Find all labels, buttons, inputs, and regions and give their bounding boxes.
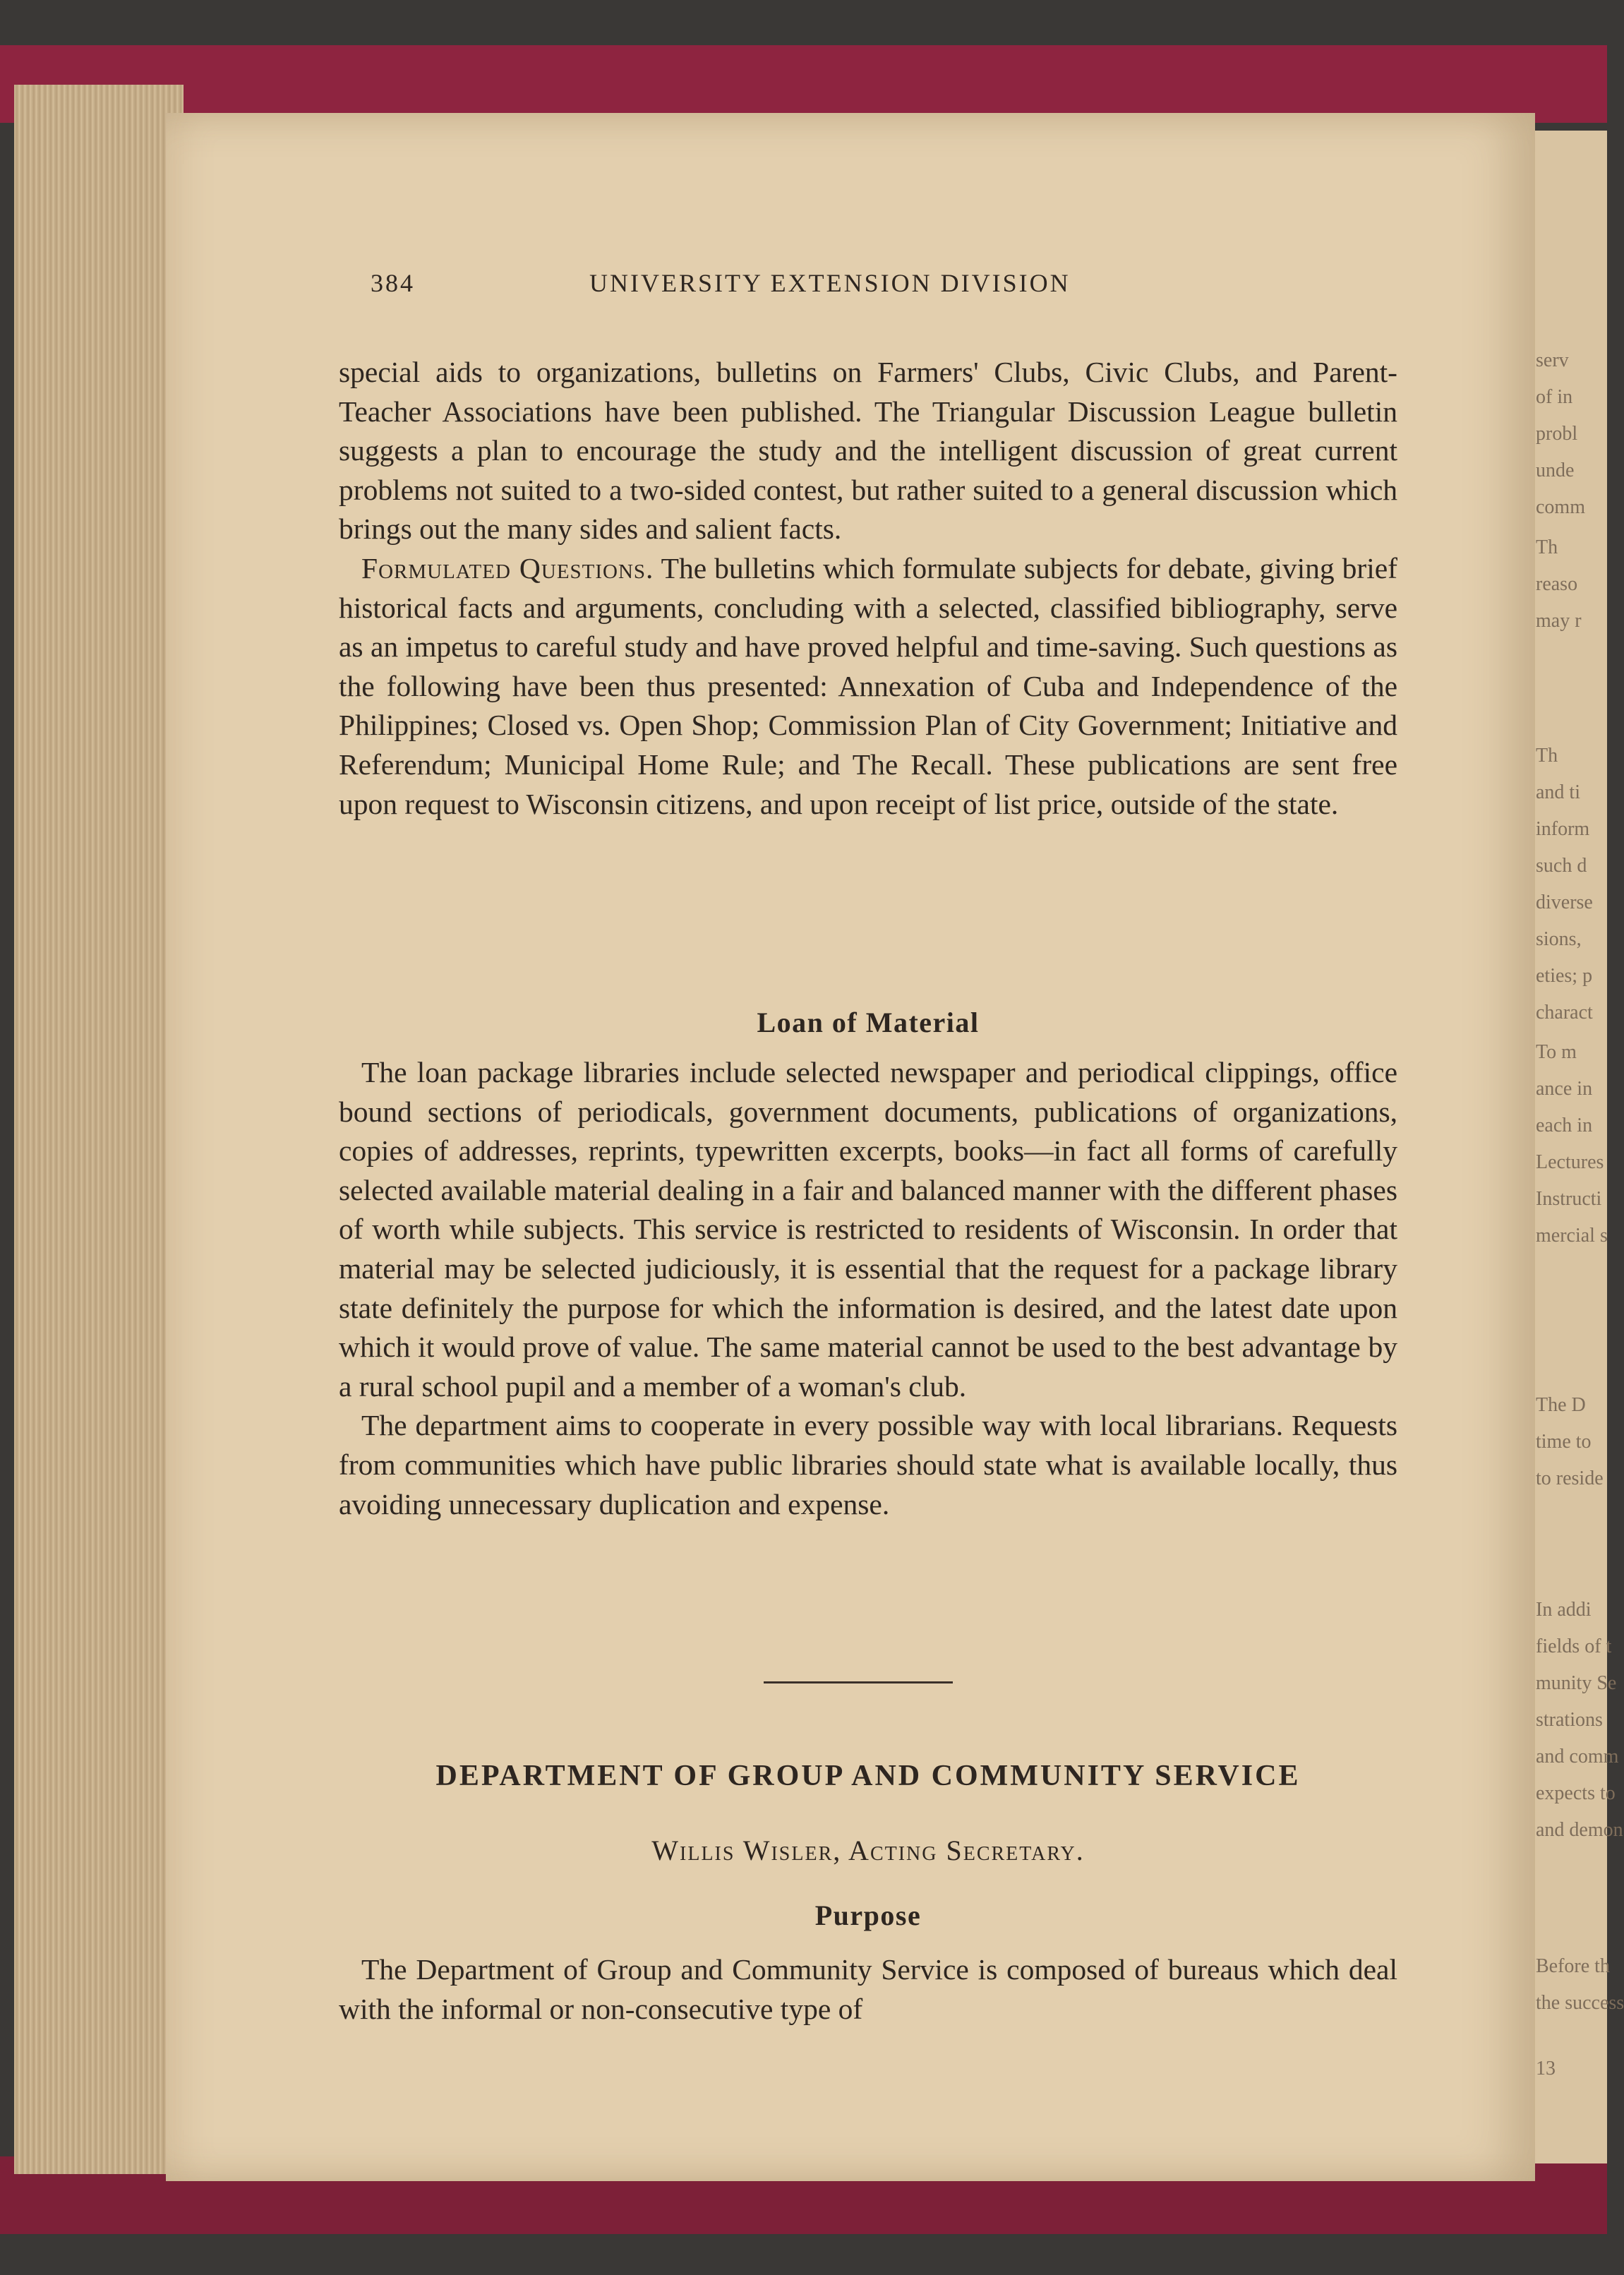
fragment-line: serv xyxy=(1536,349,1569,371)
fragment-line: Before th xyxy=(1536,1955,1610,1977)
fragment-line: to reside xyxy=(1536,1467,1604,1489)
fragment-line: and comm xyxy=(1536,1746,1619,1767)
run-in-heading: Formulated Questions. xyxy=(361,551,654,584)
paragraph: The Department of Group and Community Service is composed of bureaus which deal with the informal or non-consecutive type of xyxy=(339,1953,1397,2025)
fragment-line: strations xyxy=(1536,1709,1603,1731)
page-edges xyxy=(14,85,184,2174)
section-divider xyxy=(764,1681,953,1683)
running-header xyxy=(339,268,1397,304)
body-section-purpose xyxy=(339,1950,1397,2029)
fragment-line: each in xyxy=(1536,1115,1593,1136)
fragment-line: and demon xyxy=(1536,1819,1623,1841)
body-section-loan xyxy=(339,1053,1397,1524)
paragraph-text: The bulletins which formulate subjects for debate, giving brief historical facts and arguments, concluding with a selected, classified bibliography, serve as an impetus to careful study and have proved helpful and time-saving. Such questions as the following have been thus presented: Annexation of Cuba and Independence of the Philippines; Closed vs. Open Shop; Commission Plan of City Government; Initiative and Referendum; Municipal Home Rule; and The Recall. These publications are sent free upon request to Wisconsin citizens, and upon receipt of list price, outside of the state. xyxy=(339,551,1397,820)
fragment-line: the success xyxy=(1536,1992,1624,2014)
fragment-line: reaso xyxy=(1536,573,1578,595)
fragment-line: mercial s xyxy=(1536,1225,1608,1247)
fragment-line: 13 xyxy=(1536,2058,1556,2079)
body-section-top xyxy=(339,353,1397,824)
paragraph: special aids to organizations, bulletins on Farmers' Clubs, Civic Clubs, and Parent-Teacher Associations have been published. The Triangular Discussion League bulletin suggests a plan to encourage the study and the intelligent discussion of great current problems not suited to a two-sided contest, but rather suited to a general discussion which brings out the many sides and salient facts. xyxy=(339,356,1397,546)
paragraph-formulated-questions xyxy=(339,549,1397,824)
fragment-line: diverse xyxy=(1536,892,1593,913)
fragment-line: fields of t xyxy=(1536,1635,1612,1657)
fragment-line: In addi xyxy=(1536,1599,1592,1621)
running-title: UNIVERSITY EXTENSION DIVISION xyxy=(589,269,1071,297)
fragment-line: probl xyxy=(1536,423,1578,445)
fragment-line: unde xyxy=(1536,460,1575,481)
fragment-line: Th xyxy=(1536,536,1558,558)
facing-page-fragment xyxy=(1532,131,1624,2163)
paragraph: The department aims to cooperate in every possible way with local librarians. Requests from communities which have public libraries should state what is available locally, thus avoiding unnecessary duplication and expense. xyxy=(339,1409,1397,1520)
section-heading-purpose: Purpose xyxy=(814,1899,922,1931)
department-heading: DEPARTMENT OF GROUP AND COMMUNITY SERVICE xyxy=(435,1760,1301,1792)
fragment-line: eties; p xyxy=(1536,965,1593,987)
book-binding-top xyxy=(0,45,1607,123)
fragment-line: To m xyxy=(1536,1041,1577,1063)
fragment-line: may r xyxy=(1536,610,1582,632)
paragraph: The loan package libraries include selected newspaper and periodical clippings, office bound sections of periodicals, government documents, publications of organizations, copies of addresses, reprints, typewritten excerpts, books—in fact all forms of carefully selected available material dealing in a fair and balanced manner with the different phases of worth while subjects. This service is restricted to residents of Wisconsin. In order that material may be selected judiciously, it is essential that the request for a package library state definitely the purpose for which the information is desired, and the latest date upon which it would prove of value. The same material cannot be used to the best advantage by a rural school pupil and a member of a woman's club. xyxy=(339,1056,1397,1403)
fragment-line: Th xyxy=(1536,745,1558,767)
fragment-line: comm xyxy=(1536,496,1585,518)
fragment-line: time to xyxy=(1536,1431,1592,1453)
fragment-line: munity Se xyxy=(1536,1672,1617,1694)
fragment-line: Lectures xyxy=(1536,1151,1604,1173)
fragment-line: ance in xyxy=(1536,1078,1593,1100)
fragment-line: expects to xyxy=(1536,1782,1616,1804)
section-heading-loan: Loan of Material xyxy=(757,1007,980,1038)
fragment-line: inform xyxy=(1536,818,1590,840)
fragment-line: charact xyxy=(1536,1002,1593,1024)
page-number: 384 xyxy=(371,269,415,297)
secretary-line: Willis Wisler, Acting Secretary. xyxy=(651,1835,1085,1866)
fragment-line: such d xyxy=(1536,855,1587,877)
fragment-line: and ti xyxy=(1536,781,1580,803)
fragment-line: sions, xyxy=(1536,928,1582,950)
fragment-line: Instructi xyxy=(1536,1188,1602,1210)
fragment-line: of in xyxy=(1536,386,1573,408)
fragment-line: The D xyxy=(1536,1394,1586,1416)
